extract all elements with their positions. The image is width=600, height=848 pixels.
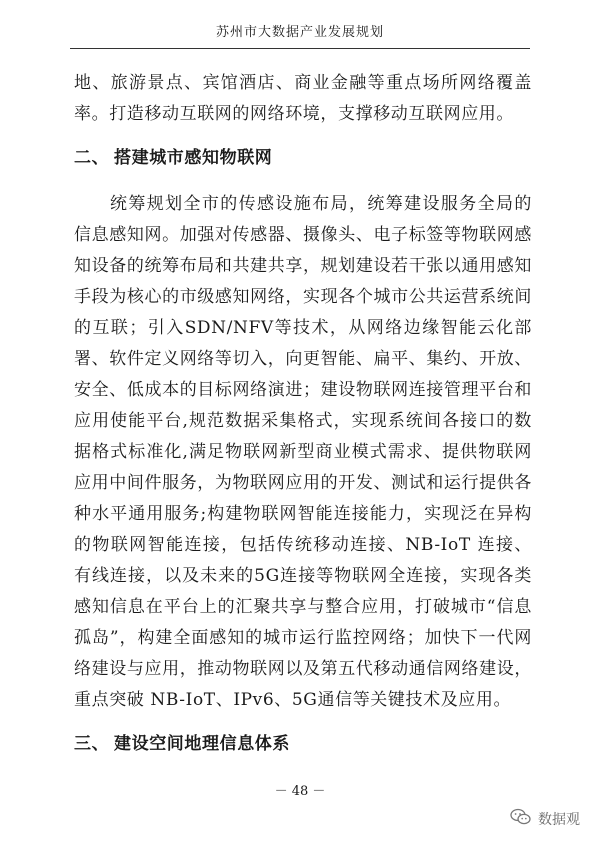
page-number-text: － 48 －	[274, 784, 326, 799]
section-title: 搭建城市感知物联网	[114, 148, 273, 168]
section-number: 三、	[74, 734, 110, 754]
section-number: 二、	[74, 148, 110, 168]
paragraph-continuation: 地、旅游景点、宾馆酒店、商业金融等重点场所网络覆盖率。打造移动互联网的网络环境，支撑移动互联网应用。	[74, 73, 532, 124]
page-header	[70, 18, 530, 49]
document-body	[74, 68, 532, 775]
section-heading-3	[74, 729, 532, 759]
section-heading-2	[74, 143, 532, 173]
section-title: 建设空间地理信息体系	[114, 734, 290, 754]
wechat-icon	[510, 808, 532, 830]
watermark-text: 数据观	[538, 812, 580, 828]
watermark	[510, 808, 580, 830]
paragraph-body: 统筹规划全市的传感设施布局，统筹建设服务全局的信息感知网。加强对传感器、摄像头、电子标签等物联网感知设备的统筹布局和共建共享，规划建设若干张以通用感知手段为核心的市级感知网络，实现各个城市公共运营系统间的互联；引入SDN/NFV等技术，从网络边缘智能云化部署、软件定义网络等切入，向更智能、扁平、集约、开放、安全、低成本的目标网络演进；建设物联网连接管理平台和应用使能平台,规范数据采集格式，实现系统间各接口的数据格式标准化,满足物联网新型商业模式需求、提供物联网应用中间件服务，为物联网应用的开发、测试和运行提供各种水平通用服务;构建物联网智能连接能力，实现泛在异构的物联网智能连接，包括传统移动连接、NB-IoT 连接、有线连接，以及未来的5G连接等物联网全连接，实现各类感知信息在平台上的汇聚共享与整合应用，打破城市“信息孤岛”，构建全面感知的城市运行监控网络；加快下一代网络建设与应用，推动物联网以及第五代移动通信网络建设，重点突破 NB-IoT、IPv6、5G通信等关键技术及应用。	[74, 194, 532, 710]
page-number	[0, 780, 600, 799]
header-title: 苏州市大数据产业发展规划	[215, 25, 384, 40]
